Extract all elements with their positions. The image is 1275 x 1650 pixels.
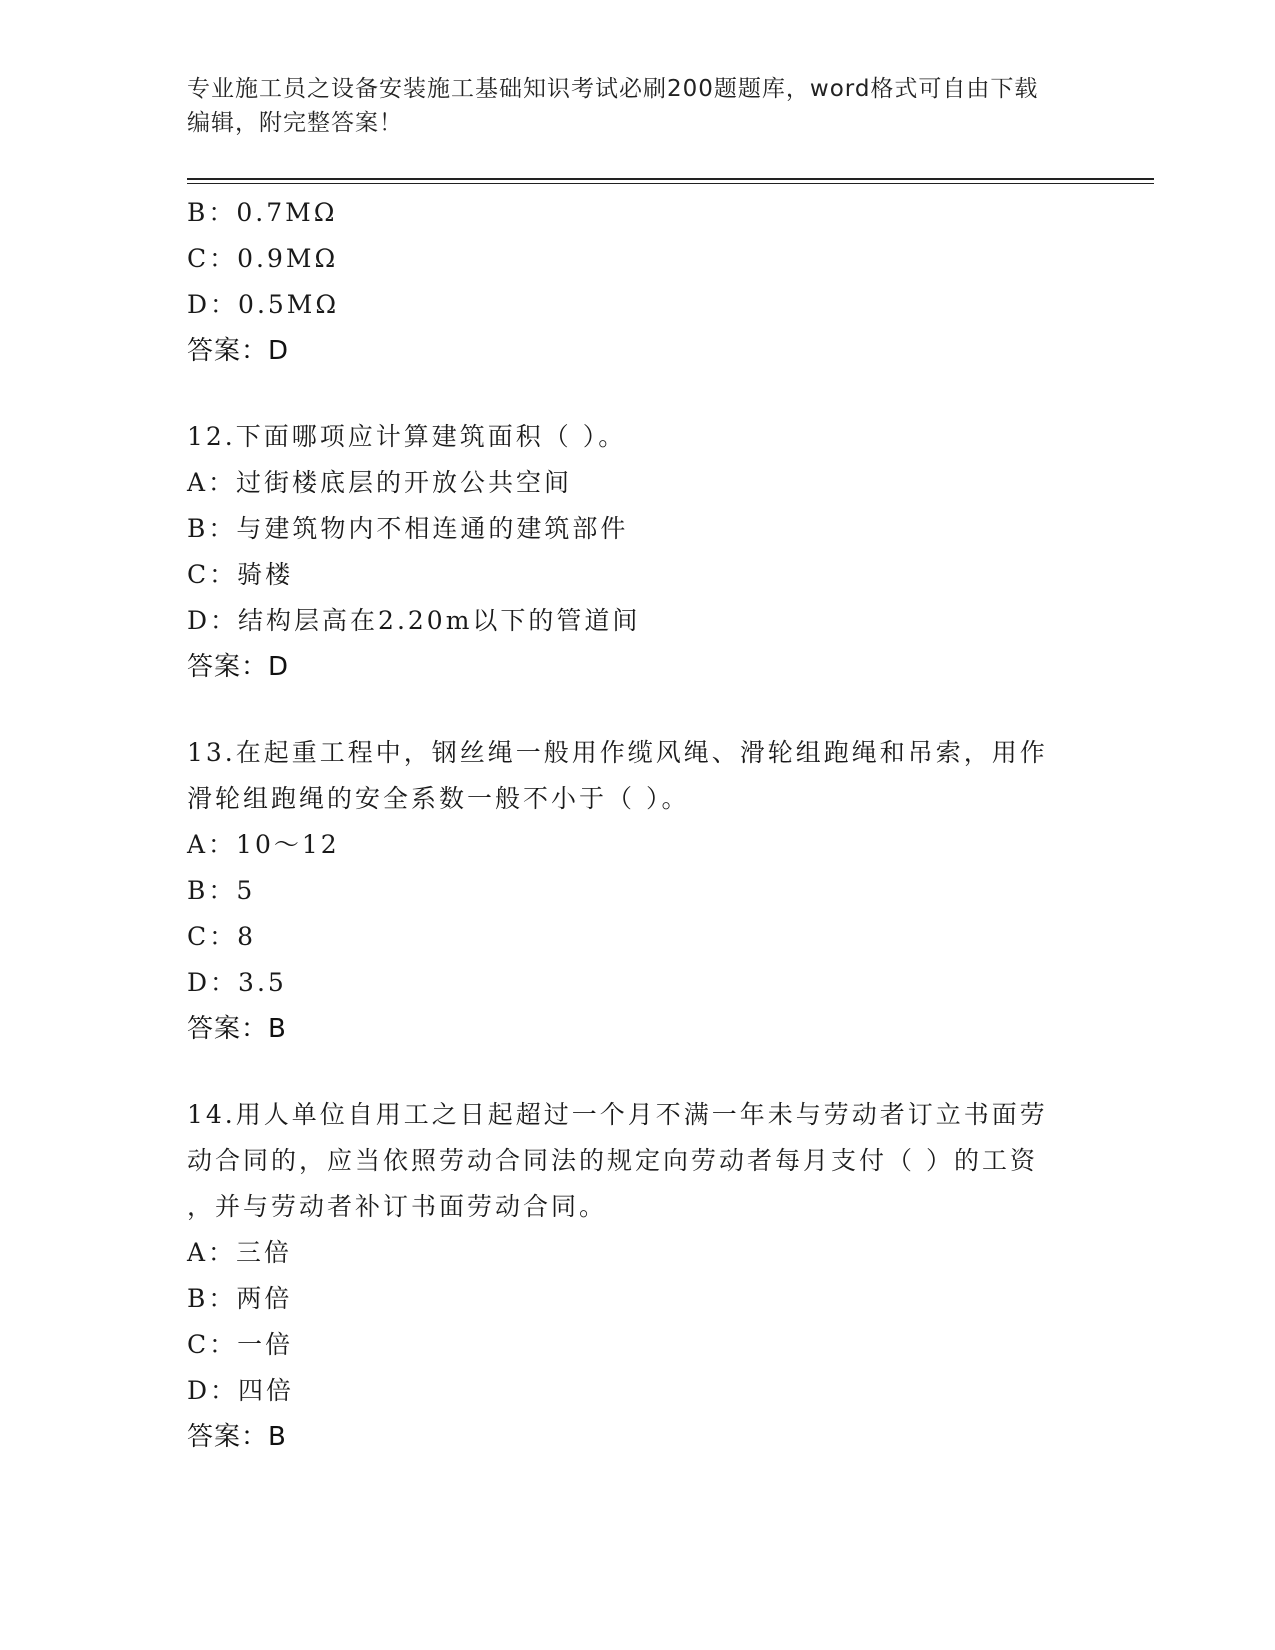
question-12	[187, 414, 1087, 690]
option-b: B：5	[187, 876, 256, 905]
spacer	[187, 690, 1087, 730]
option-c: C：一倍	[187, 1330, 294, 1359]
question-14	[187, 1092, 1087, 1460]
option-b: B：两倍	[187, 1284, 293, 1313]
option-a: A：10～12	[187, 830, 340, 859]
spacer	[187, 1052, 1087, 1092]
option-c: C：骑楼	[187, 560, 294, 589]
answer: 答案：B	[187, 1014, 287, 1044]
option-d: D：结构层高在2.20m以下的管道间	[187, 606, 641, 635]
option-a: A：三倍	[187, 1238, 293, 1267]
question-text-line-2: 滑轮组跑绳的安全系数一般不小于（ ）。	[187, 784, 690, 813]
option-b: B：与建筑物内不相连通的建筑部件	[187, 514, 629, 543]
spacer	[187, 374, 1087, 414]
header-divider-thick	[187, 178, 1154, 180]
question-text: 12.下面哪项应计算建筑面积（ ）。	[187, 422, 627, 451]
document-body	[187, 190, 1087, 1460]
answer: 答案：D	[187, 652, 290, 682]
question-text-line-2: 动合同的，应当依照劳动合同法的规定向劳动者每月支付（ ）的工资	[187, 1146, 1038, 1175]
option-b: B：0.7MΩ	[187, 198, 338, 227]
document-header	[187, 72, 1067, 140]
option-d: D：0.5MΩ	[187, 290, 340, 319]
header-divider-thin	[187, 183, 1154, 184]
option-c: C：8	[187, 922, 257, 951]
question-text-line-1: 13.在起重工程中，钢丝绳一般用作缆风绳、滑轮组跑绳和吊索，用作	[187, 738, 1048, 767]
question-13	[187, 730, 1087, 1052]
answer: 答案：B	[187, 1422, 287, 1452]
option-d: D：3.5	[187, 968, 287, 997]
header-line-1: 专业施工员之设备安装施工基础知识考试必刷200题题库，word格式可自由下载	[187, 76, 1039, 102]
header-line-2: 编辑，附完整答案！	[187, 110, 403, 136]
question-text-line-3: ，并与劳动者补订书面劳动合同。	[187, 1192, 608, 1221]
option-a: A：过街楼底层的开放公共空间	[187, 468, 573, 497]
question-11	[187, 190, 1087, 374]
option-c: C：0.9MΩ	[187, 244, 339, 273]
answer: 答案：D	[187, 336, 290, 366]
question-text-line-1: 14.用人单位自用工之日起超过一个月不满一年未与劳动者订立书面劳	[187, 1100, 1048, 1129]
option-d: D：四倍	[187, 1376, 295, 1405]
